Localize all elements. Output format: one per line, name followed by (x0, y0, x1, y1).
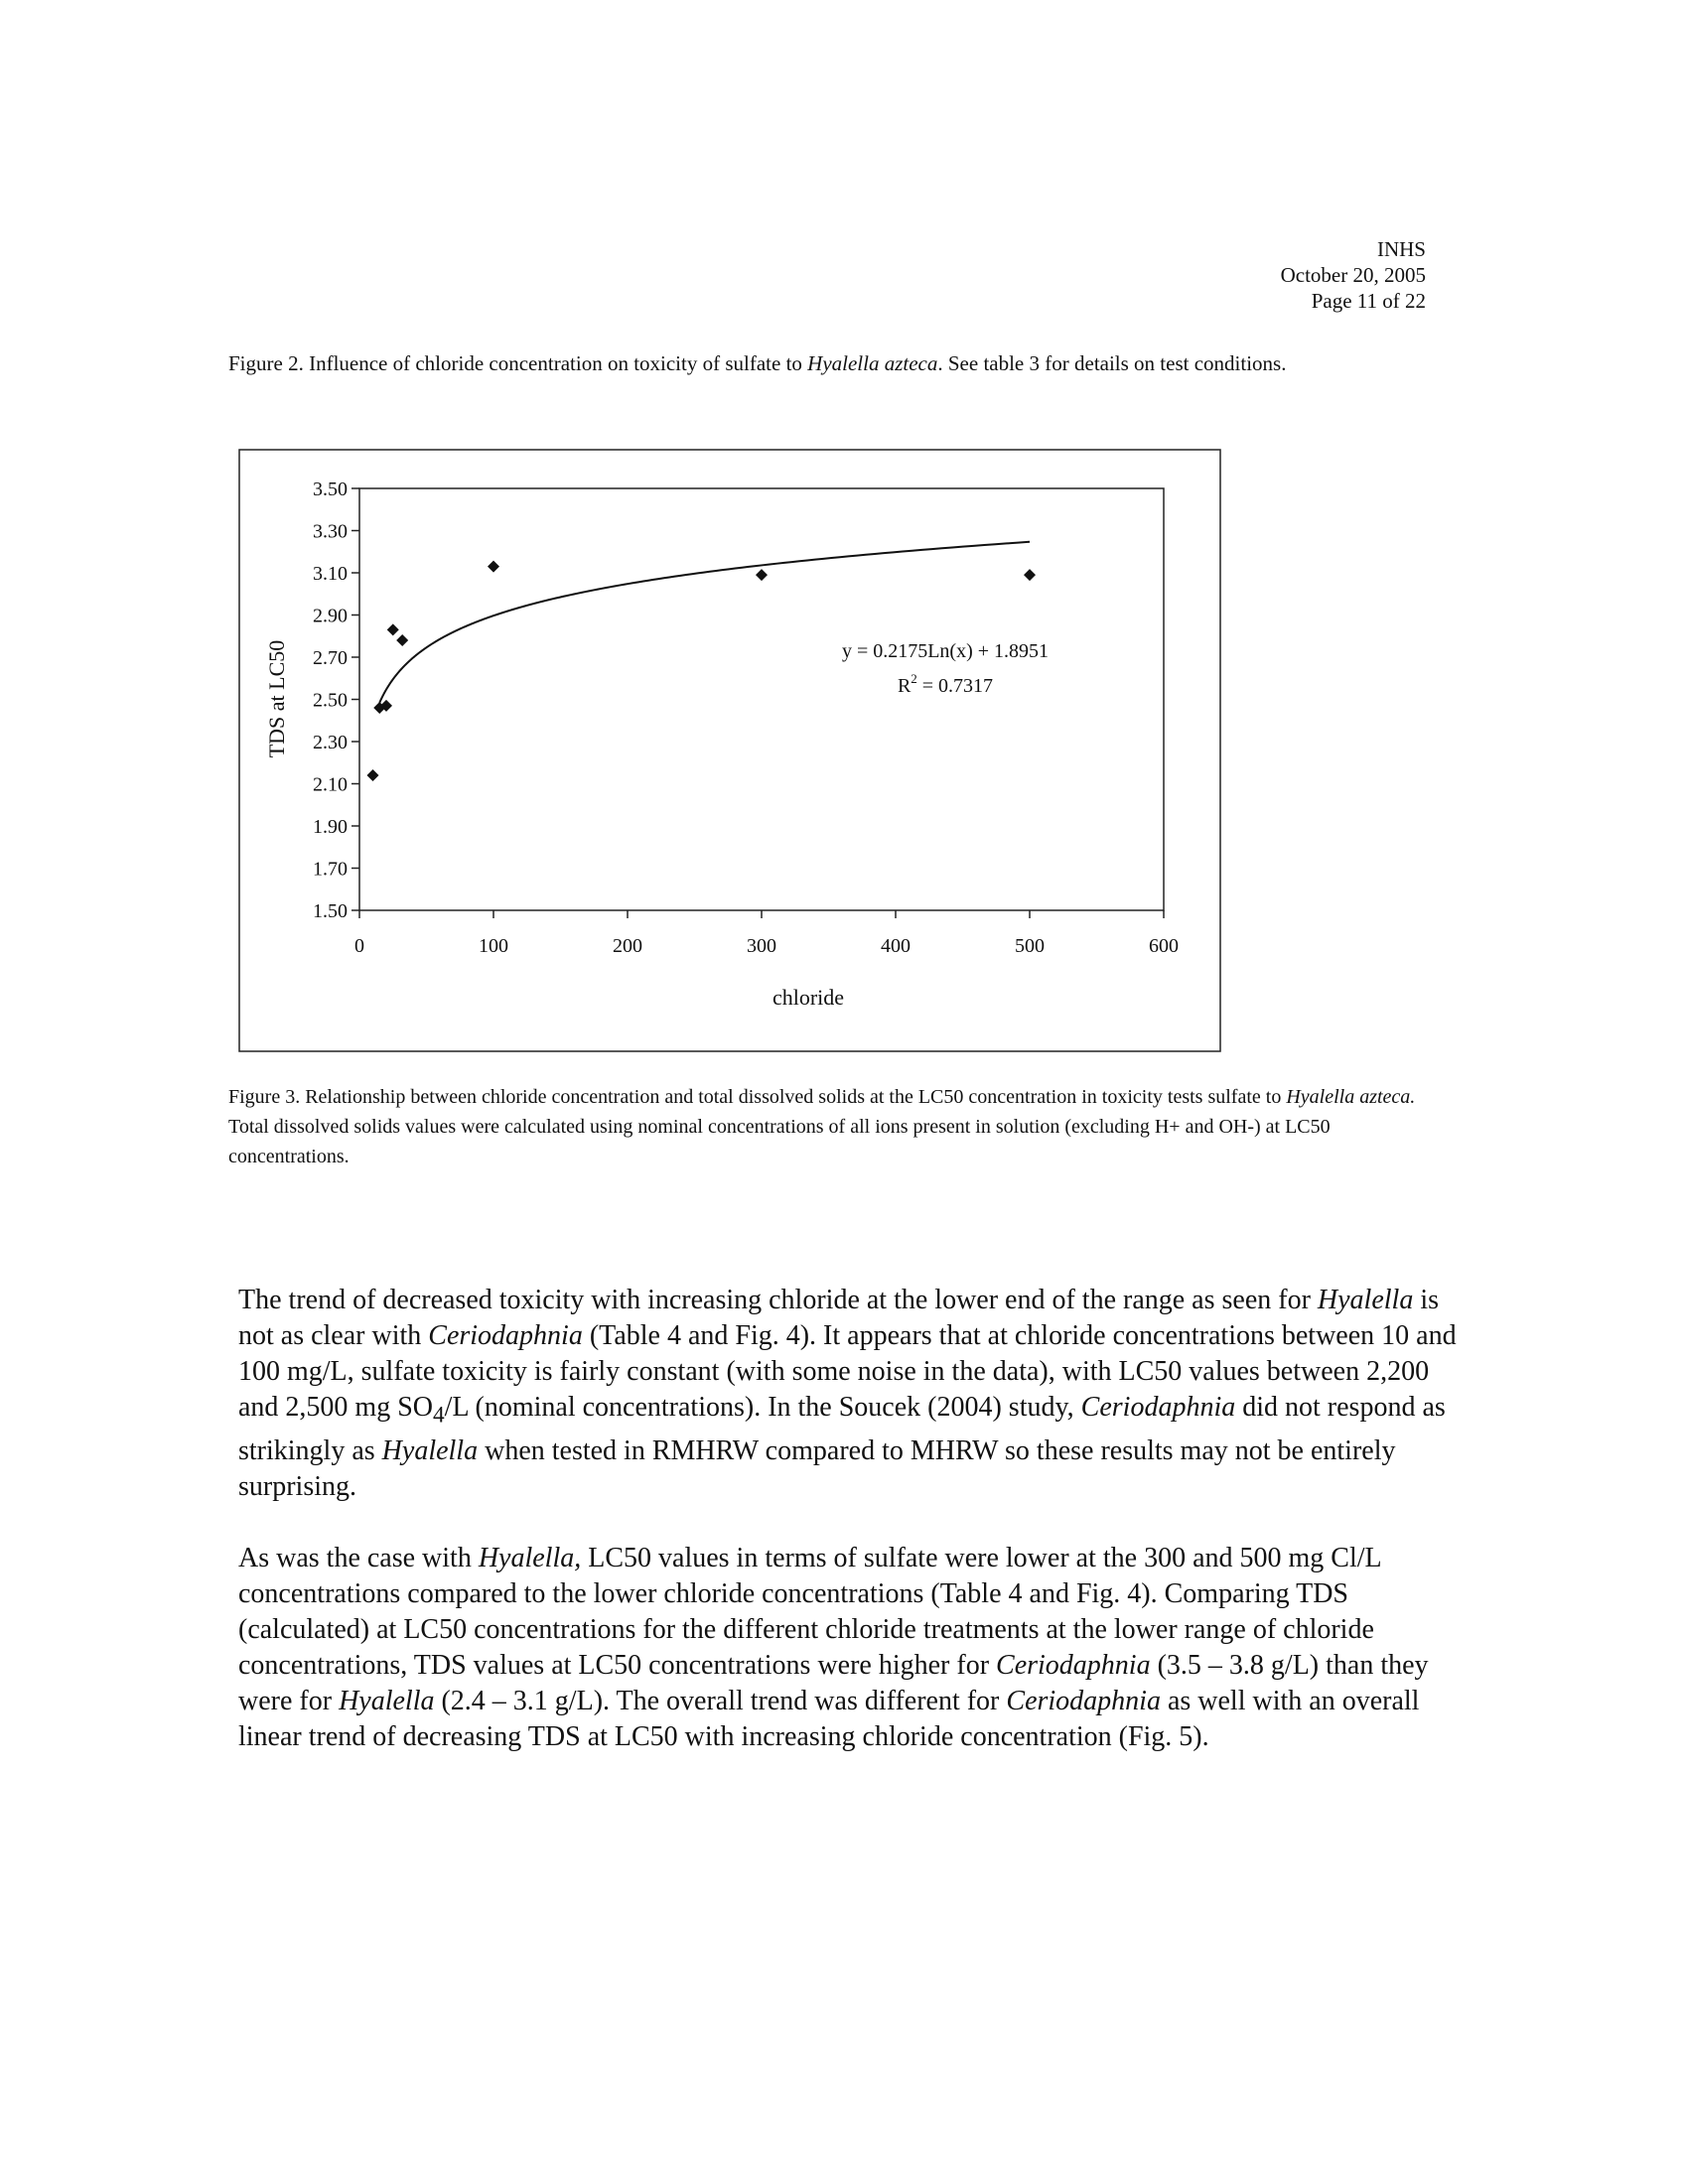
x-tick-label: 100 (479, 935, 508, 957)
trendline-equation: y = 0.2175Ln(x) + 1.8951 (841, 640, 1050, 662)
data-point-diamond (1024, 569, 1036, 581)
y-tick-label: 2.50 (313, 689, 348, 712)
x-tick-label: 300 (747, 935, 776, 957)
x-axis-label: chloride (772, 985, 845, 1010)
header-date: October 20, 2005 (1280, 263, 1426, 287)
y-tick-label: 2.30 (313, 732, 348, 753)
paragraph-2: As was the case with Hyalella, LC50 values in terms of sulfate were lower at the 300 and 500 mg Cl/L concentrations compared to the lower chloride concentrations (Table 4 and Fig. 4). Comparing TDS (calculated) at LC50 concentrations for the different chloride treatments at the lower range of chloride concentrations, TDS values at LC50 concentrations were higher for Ceriodaphnia (3.5 – 3.8 g/L) than they were for Hyalella (2.4 – 3.1 g/L). The overall trend was different for Ceriodaphnia as well with an overall linear trend of decreasing TDS at LC50 with increasing chloride concentration (Fig. 5). (238, 1542, 1429, 1752)
figure-3-caption: Figure 3. Relationship between chloride concentration and total dissolved solids at the LC50 concentration in toxicity tests sulfate to Hyalella azteca. Total dissolved solids values were calculated using nominal concentrations of all ions present in solution (excluding H+ and OH-) at LC50 concentrations. (228, 1086, 1416, 1167)
y-tick-label: 2.10 (313, 773, 348, 796)
y-axis (313, 478, 359, 922)
header-page-number: Page 11 of 22 (1311, 289, 1426, 313)
figure-3-chart (238, 449, 1231, 1059)
data-point-diamond (756, 569, 768, 581)
data-point-diamond (488, 561, 499, 573)
y-tick-label: 3.30 (313, 520, 348, 543)
y-axis-label: TDS at LC50 (264, 639, 289, 758)
y-tick-label: 2.70 (313, 647, 348, 669)
x-tick-label: 0 (354, 935, 364, 957)
y-tick-label: 2.90 (313, 605, 348, 627)
chart-frame (239, 450, 1220, 1051)
figure-2-caption: Figure 2. Influence of chloride concentration on toxicity of sulfate to Hyalella azteca. See table 3 for details on test conditions. (228, 351, 1287, 375)
x-tick-label: 500 (1015, 935, 1045, 957)
y-tick-label: 3.50 (313, 478, 348, 500)
header-org: INHS (1376, 237, 1426, 261)
y-tick-label: 1.50 (313, 900, 348, 922)
chart-svg (238, 449, 1231, 1054)
y-tick-label: 1.70 (313, 858, 348, 881)
data-point-diamond (387, 623, 399, 635)
r-squared-label: $R^2 = 0.7317$ (897, 671, 994, 697)
x-tick-label: 400 (881, 935, 911, 957)
body-text (238, 1283, 1460, 1791)
plot-area (359, 488, 1164, 910)
x-axis (354, 910, 1179, 957)
x-tick-label: 600 (1149, 935, 1179, 957)
data-point-diamond (396, 634, 408, 646)
data-points (367, 561, 1037, 781)
page-header (1281, 236, 1426, 314)
data-point-diamond (367, 769, 379, 781)
y-tick-label: 3.10 (313, 563, 348, 585)
paragraph-1: The trend of decreased toxicity with increasing chloride at the lower end of the range as seen for Hyalella is not as clear with Ceriodaphnia (Table 4 and Fig. 4). It appears that at chloride concentrations between 10 and 100 mg/L, sulfate toxicity is fairly constant (with some noise in the data), with LC50 values between 2,200 and 2,500 mg $SO_4/L$ (nominal concentrations). In the Soucek (2004) study, Ceriodaphnia did not respond as strikingly as Hyalella when tested in RMHRW compared to MHRW so these results may not be entirely surprising. (238, 1285, 1457, 1502)
y-tick-label: 1.90 (313, 816, 348, 838)
x-tick-label: 200 (613, 935, 642, 957)
